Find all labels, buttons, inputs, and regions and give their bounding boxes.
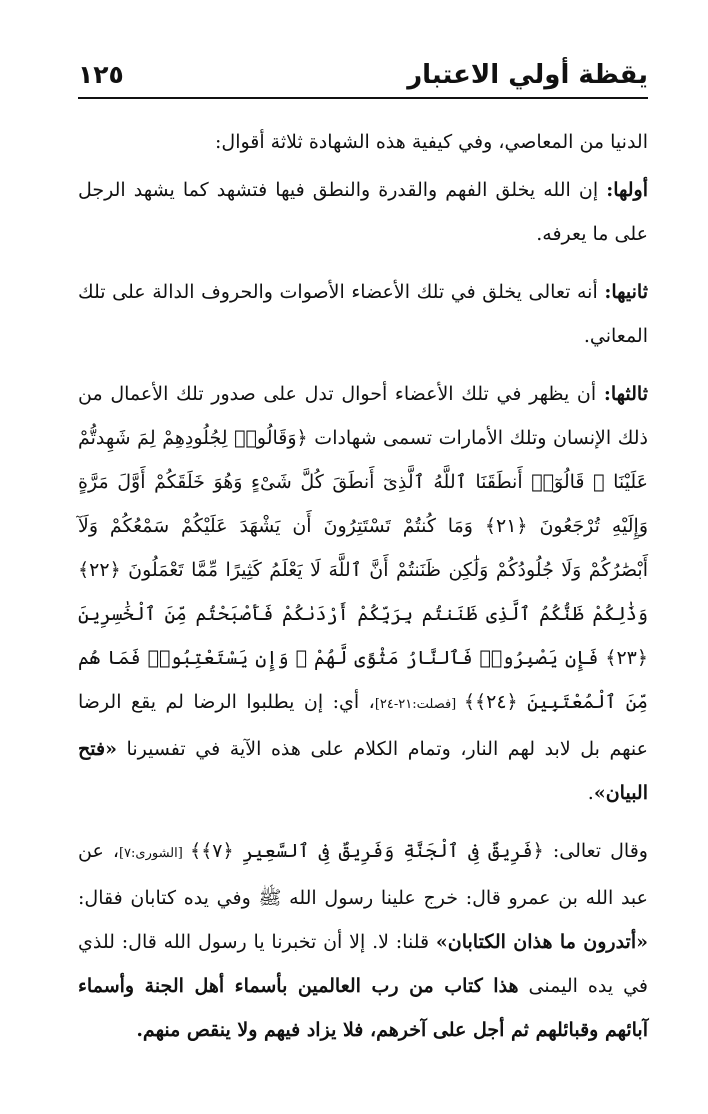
hadith-quote: «أتدرون ما هذان الكتابان» — [435, 931, 648, 953]
verse-reference: [فصلت:٢١-٢٤] — [374, 697, 464, 712]
opinion-label: ثانيها: — [604, 281, 648, 303]
header-divider — [78, 97, 648, 99]
hadith-quote: هذا كتاب من رب العالمين بأسماء أهل الجنة وأسماء آبائهم وقبائلهم ثم أجل على آخرهم، فلا يزاد فيهم ولا ينقص منهم. — [78, 975, 648, 1041]
quran-verse-shura: ﴿فَرِيقٌ فِى ٱلْجَنَّةِ وَفَرِيقٌ فِى ٱلسَّعِيرِ ﴿٧﴾﴾ — [189, 840, 544, 862]
page-number: ١٢٥ — [78, 60, 124, 89]
paragraph-text: قلنا: لا. إلا أن تخبرنا يا رسول الله قال: للذي في يده اليمنى — [78, 931, 648, 997]
paragraph-text: ، عن عبد الله بن عمرو قال: خرج علينا رسول الله ﷺ وفي يده كتابان فقال: — [78, 840, 648, 909]
opinion-label: أولها: — [606, 179, 648, 201]
paragraph-intro — [78, 120, 648, 164]
paragraph-text: الدنيا من المعاصي، وفي كيفية هذه الشهادة ثلاثة أقوال: — [214, 131, 648, 153]
paragraph-first-opinion — [78, 168, 648, 256]
paragraph-text: . — [587, 782, 594, 804]
verse-reference: [الشورى:٧] — [118, 846, 190, 861]
paragraph-second-opinion — [78, 270, 648, 358]
paragraph-hadith — [78, 829, 648, 1052]
paragraph-third-opinion — [78, 372, 648, 815]
book-title: يقظة أولي الاعتبار — [407, 60, 648, 90]
running-header — [78, 58, 648, 98]
paragraph-text: أنه تعالى يخلق في تلك الأعضاء الأصوات والحروف الدالة على تلك المعاني. — [78, 281, 648, 347]
book-citation: «فتح البيان» — [78, 738, 648, 804]
page-body — [78, 120, 648, 1066]
quran-verse-fussilat: ﴿وَقَالُوا۟ لِجُلُودِهِمْ لِمَ شَهِدتُّمْ عَلَيْنَا ۖ قَالُوٓا۟ أَنطَقَنَا ٱللَّهُ ٱلَّذِىٓ أَنطَقَ كُلَّ شَىْءٍ وَهُوَ خَلَقَكُمْ أَوَّلَ مَرَّةٍ وَإِلَيْهِ تُرْجَعُونَ ﴿٢١﴾ وَمَا كُنتُمْ تَسْتَتِرُونَ أَن يَشْهَدَ عَلَيْكُمْ سَمْعُكُمْ وَلَآ أَبْصَٰرُكُمْ وَلَا جُلُودُكُمْ وَلَٰكِن ظَنَنتُمْ أَنَّ ٱللَّهَ لَا يَعْلَمُ كَثِيرًا مِّمَّا تَعْمَلُونَ ﴿٢٢﴾ وَذَٰلِكُمْ ظَنُّكُمُ ٱلَّذِى ظَنَنتُم بِرَبِّكُمْ أَرْدَىٰكُمْ فَأَصْبَحْتُم مِّنَ ٱلْخَٰسِرِينَ ﴿٢٣﴾ فَإِن يَصْبِرُوا۟ فَٱلنَّارُ مَثْوًى لَّهُمْ ۖ وَإِن يَسْتَعْتِبُوا۟ فَمَا هُم مِّنَ ٱلْمُعْتَبِينَ ﴿٢٤﴾﴾ — [78, 427, 649, 713]
opinion-label: ثالثها: — [603, 383, 648, 405]
paragraph-text: وقال تعالى: — [543, 840, 648, 862]
paragraph-text: أن يظهر في تلك الأعضاء أحوال تدل على صدور تلك الأعمال من ذلك الإنسان وتلك الأمارات تسمى شهادات — [78, 383, 649, 449]
paragraph-text: ، أي: إن يطلبوا الرضا لم يقع الرضا عنهم بل لابد لهم النار، وتمام الكلام على هذه الآية في تفسيرنا — [78, 691, 648, 760]
paragraph-text: إن الله يخلق الفهم والقدرة والنطق فيها فتشهد كما يشهد الرجل على ما يعرفه. — [78, 179, 648, 245]
